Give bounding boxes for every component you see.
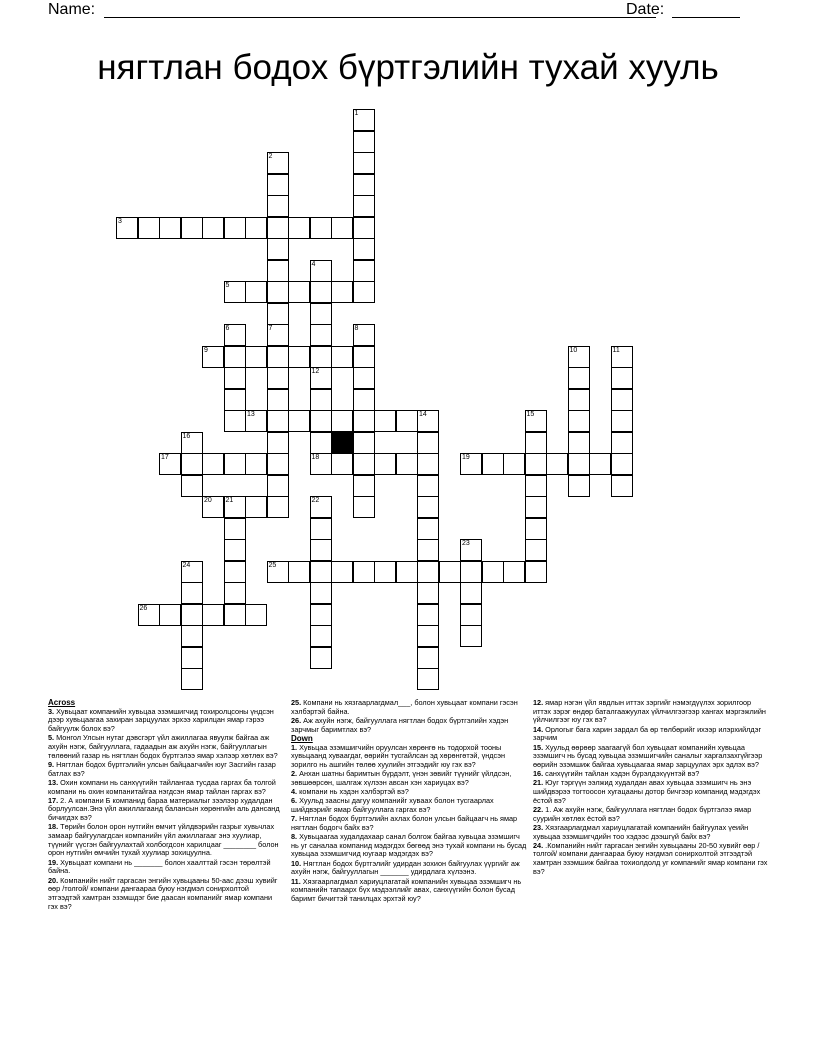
crossword-cell[interactable]: [353, 389, 375, 411]
crossword-cell[interactable]: [331, 346, 353, 368]
clue-text: Хязгаарлагдмал хариуцлагатай компанийн байгуулах үеийн хувьцаа эзэмшигчдийн тоо хэдээс дээшгүй байх вэ?: [533, 822, 749, 841]
crossword-cell[interactable]: [396, 453, 418, 475]
crossword-cell[interactable]: [353, 174, 375, 196]
across-heading: Across: [48, 698, 76, 707]
down-heading: Down: [291, 733, 313, 743]
crossword-cell[interactable]: [353, 217, 375, 239]
crossword-cell[interactable]: [417, 496, 439, 518]
clue-item: [291, 699, 527, 716]
clues-column-3: [533, 699, 769, 877]
crossword-cell[interactable]: [288, 346, 310, 368]
across-clue-list-continued: [291, 699, 527, 734]
crossword-cell[interactable]: [460, 561, 482, 583]
crossword-cell[interactable]: [460, 582, 482, 604]
crossword-cell[interactable]: [353, 260, 375, 282]
cell-number: 11: [612, 346, 620, 354]
crossword-cell[interactable]: [611, 367, 633, 389]
crossword-cell[interactable]: [224, 410, 246, 432]
crossword-cell[interactable]: [267, 453, 289, 475]
crossword-cell[interactable]: [202, 453, 224, 475]
clue-number: 26.: [291, 715, 302, 725]
name-label: Name:: [48, 1, 96, 18]
crossword-cell[interactable]: [525, 432, 547, 454]
clue-number: 23.: [533, 822, 544, 832]
crossword-cell[interactable]: [525, 539, 547, 561]
clue-text: 2. А компани Б компанид бараа материалыг зээлээр худалдан борлуулсан.Энэ үйл ажиллагаанд балансын хөрөнгийн аль дансанд бичигдэх вэ?: [48, 795, 280, 823]
clue-item: [533, 842, 769, 877]
clue-item: [533, 744, 769, 770]
crossword-cell[interactable]: [267, 281, 289, 303]
crossword-cell[interactable]: [589, 453, 611, 475]
clue-number: 24.: [533, 840, 544, 850]
crossword-cell[interactable]: [224, 453, 246, 475]
clue-number: 3.: [48, 706, 55, 716]
crossword-cell[interactable]: [482, 453, 504, 475]
crossword-cell[interactable]: [611, 453, 633, 475]
clue-text: Компани нь хязгаарлагдмал___, болон хувьцаат компани гэсэн хэлбэртэй байна.: [291, 698, 518, 716]
crossword-cell[interactable]: [503, 453, 525, 475]
crossword-cell[interactable]: [353, 453, 375, 475]
crossword-cell[interactable]: [568, 432, 590, 454]
clue-text: санхүүгийн тайлан хэдэн бүрэлдэхүүнтэй вэ?: [543, 769, 700, 779]
crossword-cell[interactable]: [245, 453, 267, 475]
crossword-cell[interactable]: [525, 475, 547, 497]
crossword-cell[interactable]: [568, 367, 590, 389]
clues-column-2: [291, 699, 527, 904]
crossword-black-cell: [331, 432, 353, 454]
crossword-cell[interactable]: [439, 561, 461, 583]
crossword-cell[interactable]: [202, 217, 224, 239]
crossword-cell[interactable]: [417, 668, 439, 690]
crossword-cell[interactable]: [331, 281, 353, 303]
clue-item: [533, 824, 769, 841]
cell-number: 18: [311, 454, 320, 461]
clue-item: [48, 823, 280, 858]
clue-text: .Компанийн нийт гаргасан энгийн хувьцааны 20-50 хувийг өөр /толгой/ компани дангаараа буюу нэгдмэл сонирхолтой этгээдтэй хамтран эзэмшиж байгаа тохиолдолд уг компанийг ямар компани гэх вэ?: [533, 840, 768, 876]
clue-item: [48, 734, 280, 760]
cell-number: 10: [569, 346, 578, 354]
crossword-cell[interactable]: [267, 260, 289, 282]
clue-item: [48, 877, 280, 912]
crossword-cell[interactable]: [525, 496, 547, 518]
crossword-cell[interactable]: [267, 389, 289, 411]
clue-number: 16.: [533, 769, 544, 779]
crossword-cell[interactable]: [267, 496, 289, 518]
crossword-cell[interactable]: [310, 432, 332, 454]
clue-number: 7.: [291, 814, 298, 824]
clue-text: Нягтлан бодох бүртгэлийг удирдан зохион байгуулах үүргийг аж ахуйн нэгж, байгууллагын _______ удирдлага хүлээнэ.: [291, 858, 520, 877]
clue-text: Хувьцаат компанийн хувьцаа эзэмшигчид тохиролцсоны үндсэн дээр хувьцаагаа захиран зарцуулах эрхээ харилцан ямар гэрээ байгуулж болох вэ?: [48, 706, 274, 734]
crossword-cell[interactable]: [267, 303, 289, 325]
crossword-cell[interactable]: [353, 432, 375, 454]
cell-number: 22: [311, 497, 320, 504]
clue-number: 17.: [48, 795, 59, 805]
crossword-cell[interactable]: [417, 432, 439, 454]
cell-number: 19: [462, 454, 470, 461]
clue-number: 20.: [48, 875, 59, 885]
crossword-cell[interactable]: [353, 496, 375, 518]
crossword-cell[interactable]: [267, 367, 289, 389]
crossword-cell[interactable]: [353, 238, 375, 260]
crossword-cell[interactable]: [245, 217, 267, 239]
crossword-cell[interactable]: [417, 582, 439, 604]
crossword-cell[interactable]: [568, 389, 590, 411]
crossword-cell[interactable]: [417, 453, 439, 475]
crossword-cell[interactable]: [267, 475, 289, 497]
crossword-cell[interactable]: [611, 432, 633, 454]
crossword-cell[interactable]: [267, 238, 289, 260]
clue-number: 2.: [291, 769, 298, 779]
clue-number: 11.: [291, 876, 301, 886]
crossword-cell[interactable]: [181, 217, 203, 239]
crossword-cell[interactable]: [460, 625, 482, 647]
clues-column-1: [48, 699, 280, 912]
crossword-cell[interactable]: [288, 410, 310, 432]
crossword-cell[interactable]: [460, 604, 482, 626]
page-title: нягтлан бодох бүртгэлийн тухай хууль: [97, 48, 719, 87]
crossword-cell[interactable]: [353, 475, 375, 497]
crossword-cell[interactable]: [224, 582, 246, 604]
cell-number: 1: [354, 110, 359, 117]
cell-number: 15: [526, 411, 535, 418]
clue-text: Аж ахуйн нэгж, байгууллага нягтлан бодох бүртгэлийн хэдэн зарчмыг баримтлах вэ?: [291, 715, 509, 734]
cell-number: 26: [139, 604, 148, 612]
crossword-cell[interactable]: [546, 453, 568, 475]
clue-number: 14.: [533, 724, 544, 734]
down-clue-list-continued: [533, 699, 769, 877]
cell-number: 2: [268, 153, 273, 160]
clue-number: 4.: [291, 787, 298, 797]
crossword-cell[interactable]: [396, 410, 418, 432]
clue-item: [291, 815, 527, 832]
crossword-cell[interactable]: [181, 475, 203, 497]
crossword-cell[interactable]: [245, 281, 267, 303]
clue-number: 13.: [48, 777, 59, 787]
clue-number: 22.: [533, 804, 544, 814]
clue-number: 25.: [291, 698, 302, 707]
crossword-cell[interactable]: [224, 389, 246, 411]
clue-number: 5.: [48, 733, 55, 743]
crossword-cell[interactable]: [224, 367, 246, 389]
crossword-cell[interactable]: [202, 604, 224, 626]
cell-number: 23: [462, 540, 470, 547]
crossword-cell[interactable]: [310, 389, 332, 411]
crossword-cell[interactable]: [310, 281, 332, 303]
crossword-cell[interactable]: [417, 561, 439, 583]
clue-number: 12.: [533, 698, 544, 707]
crossword-cell[interactable]: [310, 410, 332, 432]
clue-text: Компанийн нийт гаргасан энгийн хувьцааны 50-аас дээш хувийг өөр /толгой/ компани дангаараа буюу нэгдмэл сонирхолтой этгээдтэй хамтран эзэмшдэг бие даасан компанийг ямар компани гэх вэ?: [48, 875, 278, 911]
crossword-cell[interactable]: [310, 582, 332, 604]
crossword-cell[interactable]: [503, 561, 525, 583]
clue-item: [533, 779, 769, 805]
clue-item: [291, 744, 527, 770]
crossword-cell[interactable]: [525, 518, 547, 540]
clue-text: Юуг тэргүүн ээлжид худалдан авах хувьцаа эзэмшигч нь энэ шийдвэрээ тогтоосон хугацааны дотор бичгээр компанид мэдэгдэх ёстой вэ?: [533, 778, 761, 805]
crossword-cell[interactable]: [310, 346, 332, 368]
crossword-cell[interactable]: [267, 174, 289, 196]
crossword-cell[interactable]: [267, 217, 289, 239]
crossword-cell[interactable]: [138, 217, 160, 239]
crossword-cell[interactable]: [181, 453, 203, 475]
clue-item: [48, 708, 280, 734]
crossword-cell[interactable]: [353, 152, 375, 174]
crossword-cell[interactable]: [310, 561, 332, 583]
clue-item: [48, 859, 280, 876]
crossword-cell[interactable]: [331, 410, 353, 432]
crossword-cell[interactable]: [374, 410, 396, 432]
crossword-cell[interactable]: [417, 539, 439, 561]
cell-number: 6: [225, 325, 230, 332]
crossword-cell[interactable]: [611, 410, 633, 432]
clue-item: [533, 726, 769, 743]
crossword-cell[interactable]: [417, 604, 439, 626]
clue-text: Охин компани нь санхүүгийн тайлангаа тусдаа гаргах ба толгой компани нь охин компанитайгаа нэгдсэн ямар тайлан гаргах вэ?: [48, 777, 276, 796]
clue-item: [291, 717, 527, 734]
crossword-cell[interactable]: [353, 131, 375, 153]
clue-text: Хуульд заасны дагуу компанийг хуваах болон тусгаарлах шийдвэрийг ямар байгууллага гаргах вэ?: [291, 796, 494, 814]
clue-text: Хувьцаат компани нь _______ болон хаалттай гэсэн төрөлтэй байна.: [48, 857, 271, 876]
clue-number: 19.: [48, 857, 59, 867]
cell-number: 24: [182, 561, 191, 569]
crossword-cell[interactable]: [353, 195, 375, 217]
crossword-cell[interactable]: [181, 582, 203, 604]
clue-item: [291, 797, 527, 814]
clue-number: 6.: [291, 796, 298, 806]
crossword-cell[interactable]: [396, 561, 418, 583]
clue-text: 1. Аж ахуйн нэгж, байгууллага нягтлан бодох бүртгэлээ ямар суурийн хөтлөх ёстой вэ?: [533, 804, 752, 823]
crossword-cell[interactable]: [267, 432, 289, 454]
clue-text: Төрийн болон орон нутгийн өмчит үйлдвэрийн газрыг хувьчлах замаар байгуулагдсан компанийн үйл ажиллагааг энэ хуулиар, түүнийг үүсгэн байгуулахтай холбогдсон харилцааг ________ болон орон нутгийн өмчийн тухай хуулиар зохицуулна.: [48, 822, 279, 858]
clue-item: [291, 770, 527, 787]
crossword-cell[interactable]: [353, 561, 375, 583]
clue-number: 10.: [291, 858, 302, 868]
crossword-cell[interactable]: [525, 453, 547, 475]
crossword-cell[interactable]: [310, 647, 332, 669]
crossword-cell[interactable]: [159, 604, 181, 626]
crossword-cell[interactable]: [353, 367, 375, 389]
crossword-cell[interactable]: [181, 604, 203, 626]
cell-number: 16: [182, 432, 191, 440]
clue-number: 1.: [291, 742, 298, 752]
clue-item: [48, 761, 280, 778]
crossword-cell[interactable]: [417, 518, 439, 540]
cell-number: 5: [225, 282, 230, 289]
clue-number: 9.: [48, 759, 55, 769]
clue-text: компани нь хэдэн хэлбэртэй вэ?: [297, 787, 409, 797]
clue-text: Монгол Улсын нутаг дэвсгэрт үйл ажиллагаа явуулж байгаа аж ахуйн нэгж, байгууллага, гадаадын аж ахуйн нэгж, байгууллагын төлөөний газар нь нягтлан бодох бүртгэлээ ямар хэлээр хөтлөх вэ?: [48, 733, 278, 760]
crossword-cell[interactable]: [331, 561, 353, 583]
clue-item: [291, 860, 527, 877]
crossword-cell[interactable]: [245, 346, 267, 368]
crossword-cell[interactable]: [181, 668, 203, 690]
clue-text: Хязгаарлагдмал хариуцлагатай компанийн хувьцаа эзэмшигч нь компанийн тапаарх бүх мэдээллийг авах, санхүүгийн болон бусад баримт бичигтэй танилцах эрхтэй юу?: [291, 876, 522, 903]
crossword-cell[interactable]: [310, 518, 332, 540]
clue-text: Хувьцаа эзэмшигчийн оруулсан хөрөнгө нь тодорхой тооны хувьцаанд хуваагдаг, өөрийн тусгайлсан эд хөрөнгөтэй, үндсэн зорилго нь ашгийн төлөө хуулийн этгээдийг юу гэх вэ?: [291, 742, 505, 769]
clue-number: 8.: [291, 832, 298, 842]
cell-number: 20: [204, 497, 212, 504]
clue-item: [291, 833, 527, 859]
cell-number: 7: [268, 325, 273, 332]
clue-text: Анхан шатны баримтын бүрдэлт, үнэн зөвийг түүнийг үйлдсэн, зөвшөөрсөн, шалгаж хүлээн авсан хэн хариуцах вэ?: [291, 769, 512, 787]
crossword-cell[interactable]: [224, 217, 246, 239]
crossword-cell[interactable]: [353, 281, 375, 303]
crossword-cell[interactable]: [267, 195, 289, 217]
clue-text: Нягтлан бодох бүртгэлийн улсын байцаагчийн юуг Засгийн газар батлах вэ?: [48, 759, 276, 778]
down-clue-list: [291, 744, 527, 904]
crossword-cell[interactable]: [224, 346, 246, 368]
crossword-cell[interactable]: [245, 604, 267, 626]
crossword-cell[interactable]: [331, 217, 353, 239]
crossword-cell[interactable]: [267, 346, 289, 368]
crossword-cell[interactable]: [353, 410, 375, 432]
crossword-cell[interactable]: [310, 303, 332, 325]
crossword-cell[interactable]: [568, 475, 590, 497]
cell-number: 12: [311, 368, 320, 375]
crossword-cell[interactable]: [181, 625, 203, 647]
crossword-cell[interactable]: [568, 453, 590, 475]
cell-number: 4: [311, 260, 316, 268]
clue-item: [533, 806, 769, 823]
crossword-cell[interactable]: [310, 217, 332, 239]
crossword-cell[interactable]: [310, 625, 332, 647]
crossword-cell[interactable]: [568, 410, 590, 432]
crossword-cell[interactable]: [417, 475, 439, 497]
crossword-cell[interactable]: [331, 453, 353, 475]
crossword-cell[interactable]: [417, 625, 439, 647]
crossword-cell[interactable]: [482, 561, 504, 583]
cell-number: 13: [247, 411, 255, 418]
clue-text: Орлогыг бага харин зардал ба өр төлбөрийг ихээр илэрхийлдэг зарчим: [533, 724, 762, 743]
crossword-cell[interactable]: [288, 281, 310, 303]
clue-item: [48, 797, 280, 823]
cell-number: 17: [161, 454, 169, 461]
crossword-cell[interactable]: [245, 496, 267, 518]
crossword-cell[interactable]: [224, 518, 246, 540]
cell-number: 3: [118, 217, 122, 225]
crossword-cell[interactable]: [310, 324, 332, 346]
crossword-cell[interactable]: [267, 410, 289, 432]
crossword-cell[interactable]: [159, 217, 181, 239]
crossword-cell[interactable]: [611, 475, 633, 497]
crossword-cell[interactable]: [224, 604, 246, 626]
cell-number: 25: [268, 561, 277, 569]
across-clue-list: [48, 708, 280, 912]
clue-item: [533, 699, 769, 725]
crossword-cell[interactable]: [525, 561, 547, 583]
clue-text: Хуульд өөрөөр заагаагүй бол хувьцаат компанийн хувьцаа эзэмшигч нь бусад хувьцаа эзэмшигчийн саналыг харгалзахгүйгээр өөрийн эзэмшиж байгаа хувьцаагаа ямар зарцуулах эрх эдлэх вэ?: [533, 742, 763, 769]
crossword-cell[interactable]: [288, 561, 310, 583]
date-label: Date:: [626, 1, 665, 18]
cell-number: 8: [354, 325, 359, 332]
crossword-cell[interactable]: [288, 217, 310, 239]
crossword-cell[interactable]: [224, 561, 246, 583]
crossword-cell[interactable]: [310, 539, 332, 561]
crossword-cell[interactable]: [181, 647, 203, 669]
cell-number: 14: [419, 411, 427, 418]
clue-text: Нягтлан бодох бүртгэлийн ахлах болон улсын байцаагч нь ямар нягтлан бодогч байх вэ?: [291, 814, 518, 832]
crossword-cell[interactable]: [611, 389, 633, 411]
clue-text: Хувьцаагаа худалдахаар санал болгож байгаа хувьцаа эзэмшигч нь уг саналаа компанид мэдэгдэх бөгөөд энэ тухай компани нь бусад хувьцаа эзэмшигчид юугаар мэдэгдэх вэ?: [291, 832, 527, 859]
clue-text: ямар нэгэн үйл явдлын иттэх зэргийг нэмэгдүүлэх зорилгоор иттэх зэрэг өндөр баталгаажуулах үйлчилгээгээр хангах мэргэжлийн үйлчилгээг юу гэх вэ?: [533, 698, 766, 725]
clue-number: 21.: [533, 778, 544, 788]
crossword-cell[interactable]: [310, 604, 332, 626]
crossword-cell[interactable]: [374, 453, 396, 475]
crossword-cell[interactable]: [417, 647, 439, 669]
clue-number: 18.: [48, 822, 59, 832]
clue-item: [48, 779, 280, 796]
cell-number: 21: [225, 497, 234, 504]
crossword-cell[interactable]: [224, 539, 246, 561]
crossword-cell[interactable]: [353, 346, 375, 368]
clue-number: 15.: [533, 742, 544, 752]
cell-number: 9: [204, 346, 208, 354]
clue-item: [291, 878, 527, 904]
crossword-cell[interactable]: [374, 561, 396, 583]
